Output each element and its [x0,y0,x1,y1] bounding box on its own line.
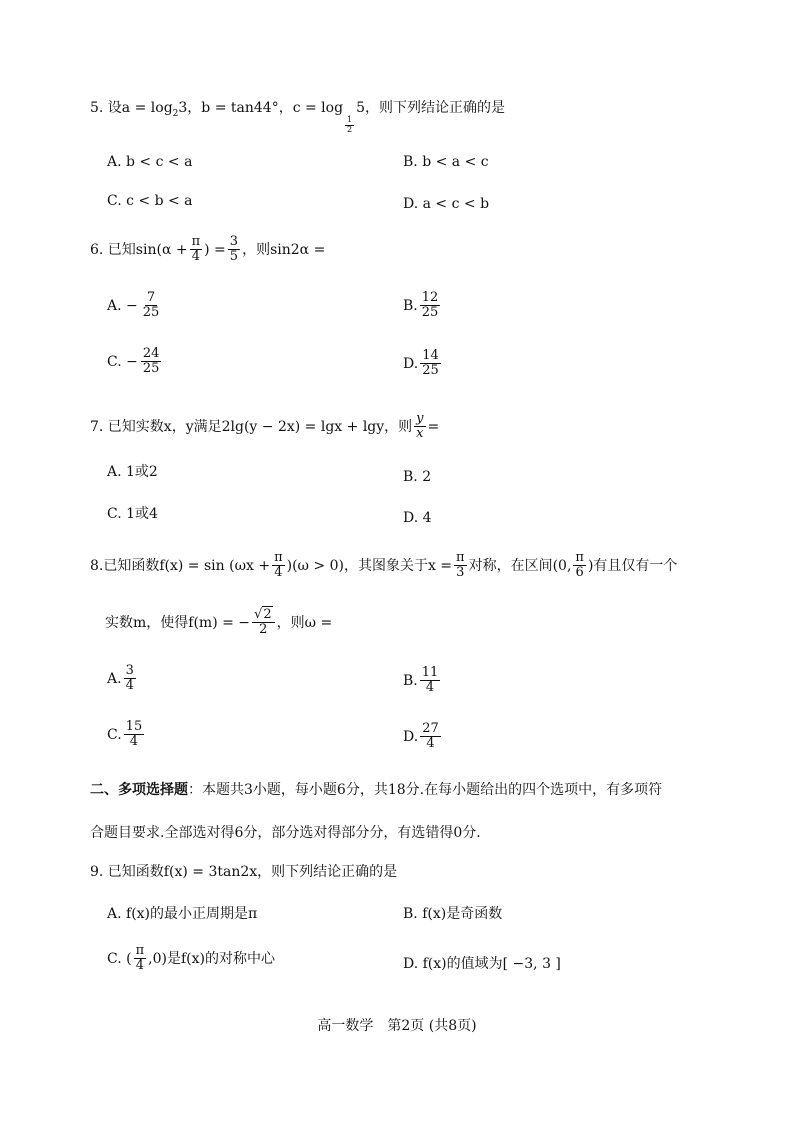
q6-frac-1-num: π [191,234,201,249]
q8-frac-2 [454,551,467,581]
q6-option-b [403,291,442,321]
q9-option-b: B. f(x)是奇函数 [403,906,503,922]
q8-frac-3-num: π [575,550,584,565]
q9-option-c-num: π [135,943,145,958]
q8-frac-1-num: π [274,550,283,565]
q8-text-e: 实数m，使得f(m) = − [105,614,251,631]
q8-option-b-frac [420,666,441,696]
q6-prompt [90,235,325,265]
q6-option-d-den: 25 [422,363,439,379]
q7-option-b: B. 2 [403,469,432,485]
q6-text-a: 6. 已知sin(α + [90,241,188,258]
q8-frac-4 [252,608,275,638]
q5-text-a: 5. 设a = log [90,100,173,116]
section2-line2: 合题目要求.全部选对得6分，部分选对得部分分，有选错得0分. [90,825,481,841]
q7-frac-num: y [416,411,424,426]
q8-frac-2-num: π [456,550,465,565]
q5-option-c: C. c < b < a [107,193,193,209]
q7-option-d: D. 4 [403,510,432,526]
q6-option-c-frac [141,347,162,377]
q6-option-a-sign: − [126,297,138,314]
q6-option-c-num: 24 [142,346,160,361]
q6-option-c-label: C. [107,353,122,370]
q6-option-a-frac [141,291,162,321]
q6-text-c: ，则sin2α = [242,241,326,258]
q8-option-b-num: 11 [421,665,439,680]
q8-option-c-frac [124,720,145,750]
q8-option-b [403,666,442,696]
q6-text-b: ) = [204,241,226,258]
q8-sqrt-radicand: 2 [263,607,272,622]
q8-option-b-label: B. [403,672,418,689]
q6-option-a-label: A. [107,297,122,314]
q6-option-d [403,349,443,379]
q6-option-b-den: 25 [421,305,439,321]
q9-option-c-text-b: ,0)是f(x)的对称中心 [148,950,275,967]
q8-frac-3-den: 6 [575,565,584,581]
q6-option-c-sign: − [126,353,138,370]
q8-prompt-line1 [90,551,677,581]
q8-option-d-frac [420,722,441,752]
q8-option-d [403,722,443,752]
q8-frac-1 [272,551,285,581]
q7-prompt [90,412,439,442]
q5-base-c-den: 2 [347,124,353,134]
q5-option-b: B. b < a < c [403,154,489,170]
sqrt-symbol: √2 [254,607,272,622]
q6-option-b-label: B. [403,297,418,314]
q6-option-d-frac [420,349,441,379]
q6-frac-2 [228,235,240,265]
q9-prompt: 9. 已知函数f(x) = 3tan2x，则下列结论正确的是 [90,864,398,880]
q8-option-a-den: 4 [125,678,134,694]
q7-frac [414,412,425,442]
q5-base-c [345,116,354,135]
q5-option-d: D. a < c < b [403,196,490,212]
q7-option-c: C. 1或4 [107,506,158,522]
q5-prompt [90,100,505,135]
q6-frac-1 [190,235,203,265]
q8-prompt-line2 [105,608,332,638]
q8-option-a-frac [124,664,136,694]
q8-option-c-label: C. [107,726,122,743]
q8-frac-3 [573,551,586,581]
q9-option-a: A. f(x)的最小正周期是π [107,906,258,922]
q8-frac-2-den: 3 [456,565,465,581]
q8-option-d-den: 4 [426,736,435,752]
q5-base-c-num: 1 [347,115,353,124]
q7-text-b: = [427,418,440,435]
q7-frac-den: x [416,426,424,442]
page-footer: 高一数学 第2页 (共8页) [317,1018,477,1034]
q9-option-c [107,944,275,974]
q6-option-c [107,347,163,377]
q6-option-a [107,291,163,321]
q6-frac-2-num: 3 [229,234,239,249]
section2-text-1: ：本题共3小题，每小题6分，共18分.在每小题给出的四个选项中，有多项符 [188,782,663,798]
q8-option-d-num: 27 [422,721,439,736]
q8-text-b: )(ω > 0)，其图象关于x = [286,557,453,574]
q8-option-a [107,664,138,694]
q8-frac-4-den: 2 [259,622,268,638]
q6-option-b-num: 12 [421,290,439,305]
q9-option-c-den: 4 [135,958,144,974]
q5-text-c: 5，则下列结论正确的是 [356,100,506,116]
section2-line1 [90,782,662,799]
section2-title: 二、多项选择题 [90,782,188,798]
q9-option-c-frac [134,944,147,974]
q6-option-a-den: 25 [142,305,160,321]
q8-text-d: )有且仅有一个 [587,557,678,574]
q6-option-a-num: 7 [146,290,156,305]
q8-option-c-den: 4 [129,734,139,750]
q8-frac-4-num [252,608,275,623]
q8-option-b-den: 4 [425,680,435,696]
q8-option-d-label: D. [403,728,419,745]
q7-option-a: A. 1或2 [107,464,158,480]
q7-text-a: 7. 已知实数x，y满足2lg(y − 2x) = lgx + lgy，则 [90,418,413,435]
q8-frac-1-den: 4 [274,565,283,581]
q5-text-b: 3，b = tan44°，c = log [178,100,344,116]
q8-text-c: 对称，在区间(0, [468,557,572,574]
q8-option-c-num: 15 [125,719,143,734]
q6-option-c-den: 25 [142,361,160,377]
q6-option-b-frac [420,291,441,321]
q8-text-a: 8.已知函数f(x) = sin (ωx + [90,557,271,574]
q5-base-a: 2 [172,109,179,119]
q8-option-c [107,720,146,750]
q6-option-d-num: 14 [422,348,439,363]
q9-option-d: D. f(x)的值域为[ −3, 3 ] [403,956,561,972]
q6-option-d-label: D. [403,355,419,372]
q9-option-c-text-a: C. ( [107,950,132,967]
q5-option-a: A. b < c < a [107,154,193,170]
q6-frac-2-den: 5 [229,249,239,265]
q8-text-f: ，则ω = [276,614,333,631]
q8-option-a-num: 3 [125,663,134,678]
q8-option-a-label: A. [107,670,122,687]
q6-frac-1-den: 4 [191,249,200,265]
